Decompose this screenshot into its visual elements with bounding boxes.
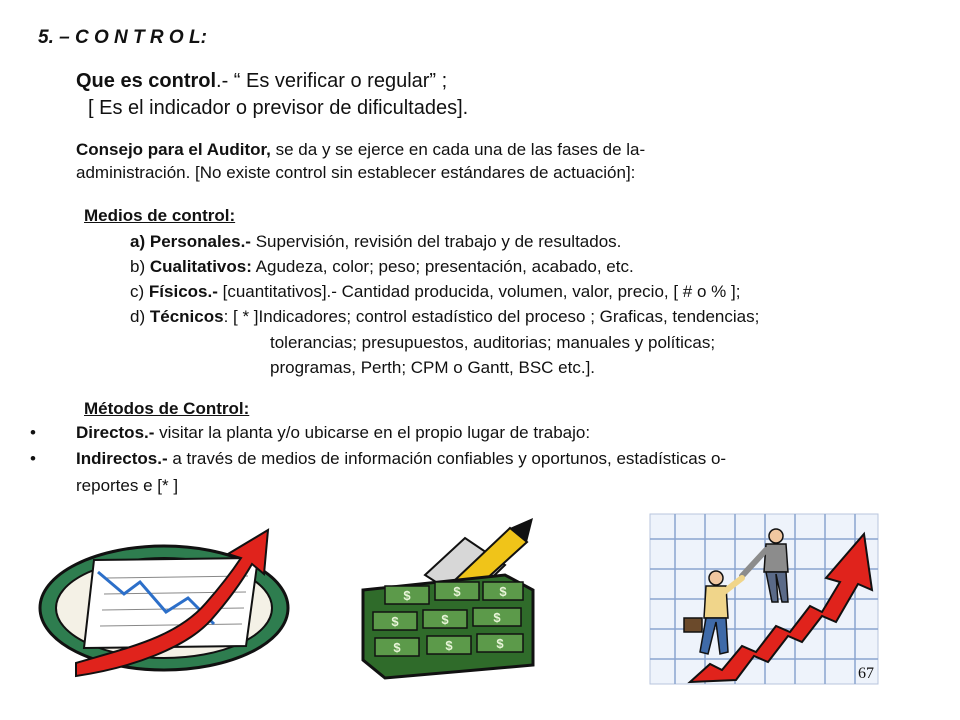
medios-item-d	[130, 305, 759, 329]
bullet-text: visitar la planta y/o ubicarse en el propio lugar de trabajo:	[154, 423, 591, 442]
bullet-1: •	[30, 423, 36, 442]
bill-symbol: $	[403, 588, 411, 603]
advice-line-1	[76, 138, 645, 162]
bullet-label: Indirectos.-	[76, 449, 168, 468]
item-marker: a)	[130, 232, 146, 251]
item-label: Personales.-	[149, 232, 251, 251]
item-label: Técnicos	[149, 307, 224, 326]
metodos-title: Métodos de Control:	[84, 399, 250, 418]
advice-lead: Consejo para el Auditor,	[76, 140, 271, 159]
item-marker: d)	[130, 307, 146, 326]
bill-symbol: $	[496, 636, 504, 651]
bullet-label: Directos.-	[76, 423, 155, 442]
item-label: Físicos.-	[148, 282, 218, 301]
item-text: Agudeza, color; peso; presentación, acabado, etc.	[251, 257, 634, 276]
medios-item-a	[130, 230, 621, 254]
bill-symbol: $	[445, 638, 453, 653]
item-label: Cualitativos:	[149, 257, 252, 276]
bullet-2: •	[30, 449, 36, 468]
bullet-text: a través de medios de información confiables y oportunos, estadísticas o-	[167, 449, 727, 468]
page-number: 67	[858, 665, 874, 682]
item-text: Supervisión, revisión del trabajo y de resultados.	[250, 232, 622, 251]
bill-symbol: $	[441, 612, 449, 627]
bill-symbol: $	[453, 584, 461, 599]
money-stack-clipart	[355, 520, 555, 680]
metodos-bullet-indirectos	[76, 447, 726, 471]
medios-title: Medios de control:	[84, 206, 236, 225]
advice-text: se da y se ejerce en cada una de las fases de la-	[270, 140, 646, 159]
item-text: : [ * ]Indicadores; control estadístico del proceso ; Graficas, tendencias;	[223, 307, 760, 326]
item-text: [cuantitativos].- Cantidad producida, volumen, valor, precio, [ # o % ];	[217, 282, 741, 301]
medios-continuation-2: programas, Perth; CPM o Gantt, BSC etc.].	[270, 358, 596, 377]
medios-continuation-1: tolerancias; presupuestos, auditorias; manuales y políticas;	[270, 333, 716, 352]
item-marker: b)	[130, 257, 146, 276]
medios-item-c	[130, 280, 740, 304]
definition-line-1	[76, 68, 447, 94]
metodos-bullet-indirectos-line-2: reportes e [* ]	[76, 476, 179, 495]
bill-symbol: $	[393, 640, 401, 655]
metodos-bullet-directos	[76, 421, 590, 445]
definition-text: .- “ Es verificar o regular” ;	[216, 70, 448, 92]
bill-symbol: $	[493, 610, 501, 625]
section-heading: 5. – C O N T R O L:	[38, 27, 207, 48]
teamwork-clipart	[650, 514, 880, 686]
growth-chart-clipart	[36, 528, 296, 678]
medios-item-b	[130, 255, 634, 279]
briefcase-icon	[684, 618, 702, 632]
definition-line-2: [ Es el indicador o previsor de dificultades].	[88, 97, 469, 119]
bill-symbol: $	[391, 614, 399, 629]
definition-term: Que es control	[76, 70, 217, 92]
bill-symbol: $	[499, 584, 507, 599]
item-marker: c)	[130, 282, 145, 301]
advice-line-2: administración. [No existe control sin establecer estándares de actuación]:	[76, 163, 636, 182]
